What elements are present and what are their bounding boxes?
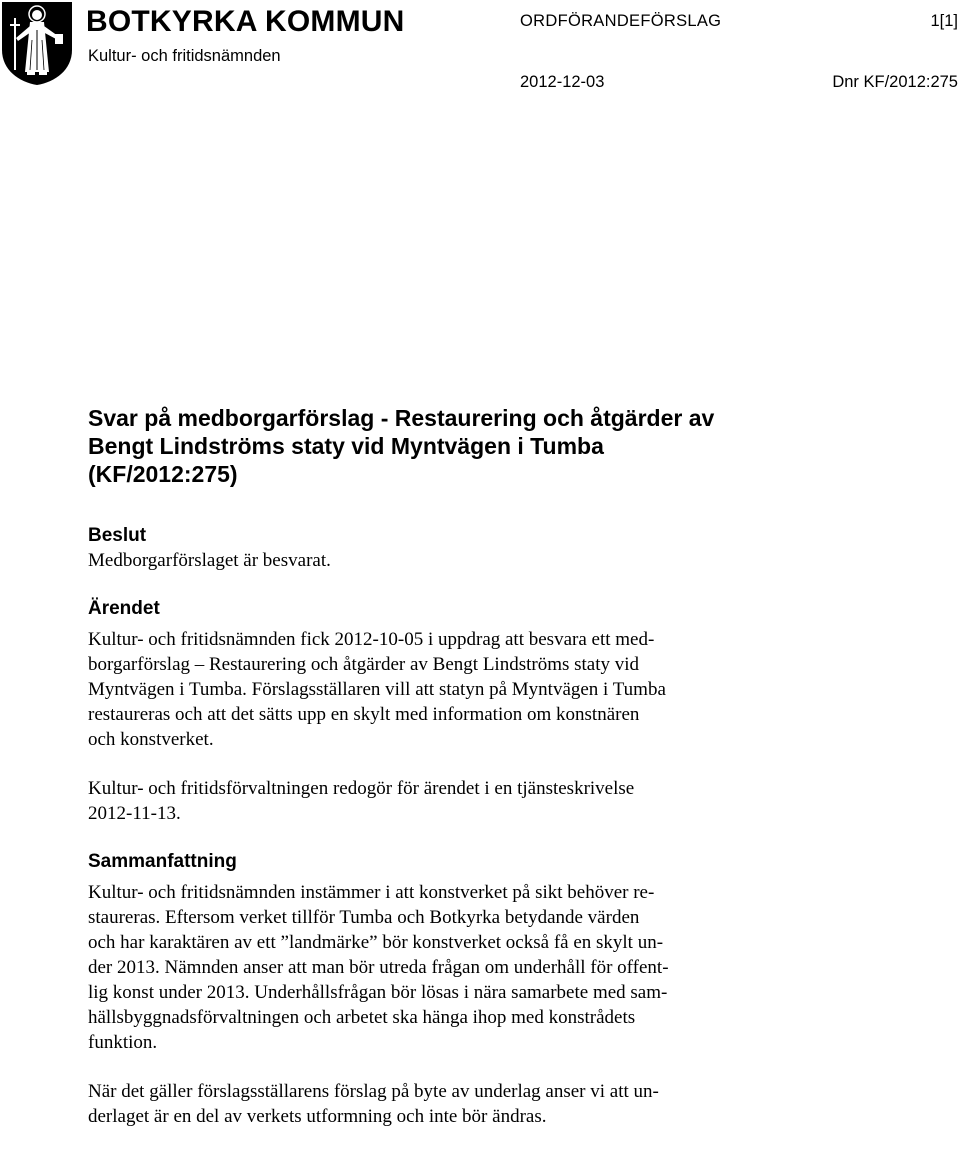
organization-name: BOTKYRKA KOMMUN (86, 5, 405, 38)
document-title: Svar på medborgarförslag - Restaurering och åtgärder av Bengt Lindströms staty vid Myntvägen i Tumba (KF/2012:275) (88, 405, 715, 487)
document-date: 2012-12-03 (520, 73, 605, 91)
section-heading-sammanfattning: Sammanfattning (88, 851, 237, 872)
beslut-text: Medborgarförslaget är besvarat. (88, 550, 331, 571)
section-heading-beslut: Beslut (88, 525, 147, 546)
section-heading-arendet: Ärendet (88, 598, 160, 619)
case-number: Dnr KF/2012:275 (832, 73, 958, 91)
document-type: ORDFÖRANDEFÖRSLAG (520, 12, 722, 30)
arendet-paragraph-2: Kultur- och fritidsförvaltningen redogör för ärendet i en tjänsteskrivelse 2012-11-13. (88, 778, 635, 824)
sammanfattning-paragraph-1: Kultur- och fritidsnämnden instämmer i att konstverket på sikt behöver re- staureras. Eftersom verket tillför Tumba och Botkyrka betydande värden och har karaktären av ett ”landmärke” bör konstverket också få en skylt un- der 2013. Nämnden anser att man bör utreda frågan om underhåll för offent- lig konst under 2013. Underhållsfrågan bör lösas i nära samarbete med sam- hällsbyggnadsförvaltningen och arbetet ska hänga ihop med konstrådets funktion. (88, 882, 669, 1053)
arendet-paragraph-1: Kultur- och fritidsnämnden fick 2012-10-05 i uppdrag att besvara ett med- borgarförslag – Restaurering och åtgärder av Bengt Lindströms staty vid Myntvägen i Tumba. Förslagsställaren vill att statyn på Myntvägen i Tumba restaureras och att det sätts upp en skylt med information om konstnären och konstverket. (88, 629, 666, 750)
committee-name: Kultur- och fritidsnämnden (88, 47, 281, 65)
botkyrka-crest-icon (0, 0, 74, 86)
page-number: 1[1] (930, 12, 958, 30)
document-body (88, 404, 808, 1129)
sammanfattning-paragraph-2: När det gäller förslagsställarens förslag på byte av underlag anser vi att un- derlaget är en del av verkets utformning och inte bör ändras. (88, 1081, 659, 1127)
